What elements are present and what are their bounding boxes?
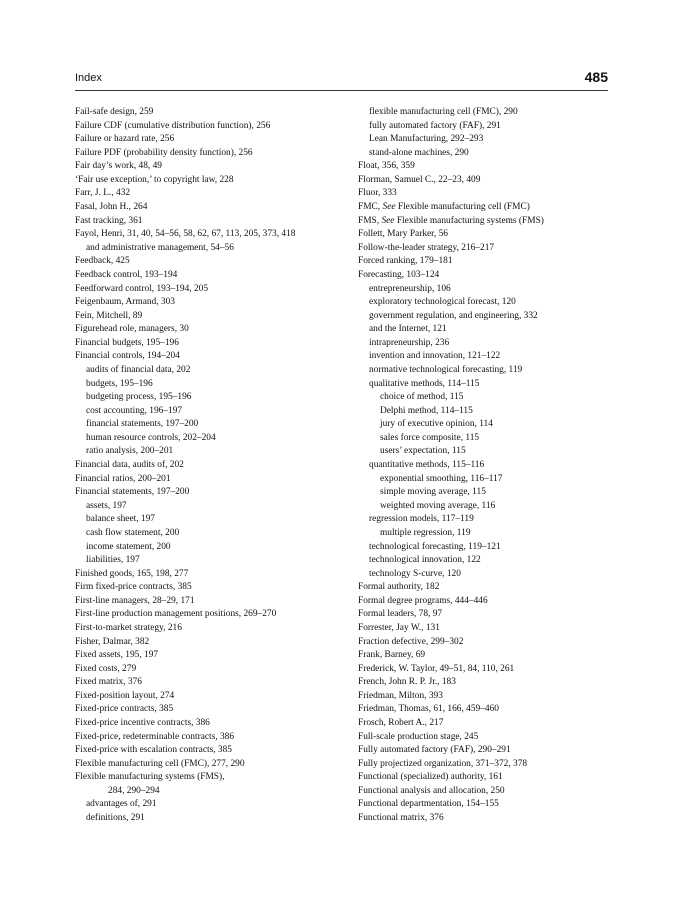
index-entry: Finished goods, 165, 198, 277 xyxy=(75,568,189,579)
index-entry: Failure PDF (probability density function), 256 xyxy=(75,147,253,158)
index-entry: First-line production management positions, 269–270 xyxy=(75,609,277,620)
index-entry: Fully automated factory (FAF), 290–291 xyxy=(358,745,511,756)
index-entry: Frank, Barney, 69 xyxy=(358,650,426,661)
index-entry: Functional matrix, 376 xyxy=(358,813,444,824)
index-entry: Failure or hazard rate, 256 xyxy=(75,134,175,145)
index-subentry: Lean Manufacturing, 292–293 xyxy=(369,134,484,145)
index-entry: Firm fixed-price contracts, 385 xyxy=(75,582,192,593)
index-entry: Figurehead role, managers, 30 xyxy=(75,324,189,335)
index-entry: Farr, J. L., 432 xyxy=(75,188,131,199)
index-entry: Fixed-price with escalation contracts, 385 xyxy=(75,745,232,756)
index-entry: Formal authority, 182 xyxy=(358,582,440,593)
index-entry: Feedback control, 193–194 xyxy=(75,269,178,280)
index-entry: Fully projectized organization, 371–372, 378 xyxy=(358,758,528,769)
index-entry: Fixed-position layout, 274 xyxy=(75,690,175,701)
index-entry: Fasal, John H., 264 xyxy=(75,202,148,213)
index-subentry: audits of financial data, 202 xyxy=(86,364,191,375)
index-entry: Frosch, Robert A., 217 xyxy=(358,718,444,729)
index-subentry: balance sheet, 197 xyxy=(86,514,155,525)
index-entry: Financial budgets, 195–196 xyxy=(75,337,179,348)
index-subentry: cost accounting, 196–197 xyxy=(86,405,183,416)
index-entry: Friedman, Milton, 393 xyxy=(358,690,443,701)
index-subentry: ratio analysis, 200–201 xyxy=(86,446,174,457)
index-entry: Follett, Mary Parker, 56 xyxy=(358,229,448,240)
index-entry: Float, 356, 359 xyxy=(358,161,415,172)
index-subentry: intrapreneurship, 236 xyxy=(369,337,450,348)
see-reference: See xyxy=(381,215,395,226)
index-entry: Fayol, Henri, 31, 40, 54–56, 58, 62, 67, 113, 205, 373, 418 xyxy=(75,229,296,240)
index-entry: Functional (specialized) authority, 161 xyxy=(358,772,503,783)
index-subentry: exploratory technological forecast, 120 xyxy=(369,297,516,308)
index-subentry: budgeting process, 195–196 xyxy=(86,392,192,403)
index-entry: Follow-the-leader strategy, 216–217 xyxy=(358,242,495,253)
running-header xyxy=(75,70,608,91)
index-entry: Financial statements, 197–200 xyxy=(75,487,190,498)
index-subentry: quantitative methods, 115–116 xyxy=(369,460,485,471)
index-entry: Fisher, Dalmar, 382 xyxy=(75,636,150,647)
index-entry: Financial data, audits of, 202 xyxy=(75,460,184,471)
index-column-left xyxy=(75,106,340,826)
index-subentry: weighted moving average, 116 xyxy=(380,500,496,511)
index-entry: Functional analysis and allocation, 250 xyxy=(358,785,505,796)
index-subentry: Delphi method, 114–115 xyxy=(380,405,473,416)
index-entry: Financial ratios, 200–201 xyxy=(75,473,171,484)
index-subentry: qualitative methods, 114–115 xyxy=(369,378,480,389)
index-entry: Flexible manufacturing systems (FMS), xyxy=(75,772,225,783)
index-subentry: technological innovation, 122 xyxy=(369,555,481,566)
index-subentry: and administrative management, 54–56 xyxy=(86,242,234,253)
index-entry: Formal leaders, 78, 97 xyxy=(358,609,443,620)
index-entry: First-to-market strategy, 216 xyxy=(75,622,182,633)
index-column-right xyxy=(358,106,618,826)
index-entry: Fail-safe design, 259 xyxy=(75,107,154,117)
index-subentry: technological forecasting, 119–121 xyxy=(369,541,501,552)
index-entry: Fixed matrix, 376 xyxy=(75,677,142,688)
index-entry: French, John R. P. Jr., 183 xyxy=(358,677,456,688)
index-entry: ‘Fair use exception,’ to copyright law, 228 xyxy=(75,174,234,185)
index-subentry: government regulation, and engineering, 332 xyxy=(369,310,538,321)
index-subentry: advantages of, 291 xyxy=(86,799,157,810)
index-entry: FMS, See Flexible manufacturing systems (FMS) xyxy=(358,215,544,226)
index-subentry: choice of method, 115 xyxy=(380,392,464,403)
index-subentry: and the Internet, 121 xyxy=(369,324,447,335)
index-entry: Forecasting, 103–124 xyxy=(358,269,440,280)
header-title: Index xyxy=(75,72,102,84)
index-subentry: entrepreneurship, 106 xyxy=(369,283,451,294)
index-subentry: invention and innovation, 121–122 xyxy=(369,351,501,362)
index-subentry: 284, 290–294 xyxy=(108,785,160,796)
index-subentry: liabilities, 197 xyxy=(86,555,140,566)
index-subentry: exponential smoothing, 116–117 xyxy=(380,473,503,484)
index-entry: Frederick, W. Taylor, 49–51, 84, 110, 261 xyxy=(358,663,515,674)
index-entry: Fraction defective, 299–302 xyxy=(358,636,464,647)
index-entry: Full-scale production stage, 245 xyxy=(358,731,479,742)
index-subentry: income statement, 200 xyxy=(86,541,171,552)
index-subentry: flexible manufacturing cell (FMC), 290 xyxy=(369,107,518,117)
index-entry: Fein, Mitchell, 89 xyxy=(75,310,143,321)
page-number: 485 xyxy=(584,69,608,85)
index-subentry: stand-alone machines, 290 xyxy=(369,147,469,158)
index-entry: First-line managers, 28–29, 171 xyxy=(75,595,195,606)
index-subentry: definitions, 291 xyxy=(86,813,145,824)
index-entry: Fixed-price contracts, 385 xyxy=(75,704,174,715)
index-subentry: budgets, 195–196 xyxy=(86,378,153,389)
index-subentry: human resource controls, 202–204 xyxy=(86,432,216,443)
index-entry: Feedforward control, 193–194, 205 xyxy=(75,283,209,294)
index-subentry: assets, 197 xyxy=(86,500,127,511)
index-subentry: fully automated factory (FAF), 291 xyxy=(369,120,501,131)
index-entry: FMC, See Flexible manufacturing cell (FMC) xyxy=(358,202,530,213)
index-subentry: multiple regression, 119 xyxy=(380,527,471,538)
index-subentry: cash flow statement, 200 xyxy=(86,527,180,538)
index-entry: Feedback, 425 xyxy=(75,256,130,267)
index-entry: Fast tracking, 361 xyxy=(75,215,143,226)
index-entry: Fixed costs, 279 xyxy=(75,663,137,674)
index-entry: Forrester, Jay W., 131 xyxy=(358,622,440,633)
index-subentry: technology S-curve, 120 xyxy=(369,568,461,579)
index-entry: Formal degree programs, 444–446 xyxy=(358,595,488,606)
index-entry: Friedman, Thomas, 61, 166, 459–460 xyxy=(358,704,499,715)
see-reference: See xyxy=(382,202,396,213)
index-entry: Florman, Samuel C., 22–23, 409 xyxy=(358,174,481,185)
index-subentry: normative technological forecasting, 119 xyxy=(369,364,523,375)
index-entry: Fixed assets, 195, 197 xyxy=(75,650,159,661)
index-entry: Fair day’s work, 48, 49 xyxy=(75,161,162,172)
index-subentry: users’ expectation, 115 xyxy=(380,446,466,457)
index-subentry: sales force composite, 115 xyxy=(380,432,480,443)
index-entry: Failure CDF (cumulative distribution function), 256 xyxy=(75,120,271,131)
index-subentry: simple moving average, 115 xyxy=(380,487,486,498)
index-entry: Fixed-price, redeterminable contracts, 386 xyxy=(75,731,235,742)
index-entry: Fixed-price incentive contracts, 386 xyxy=(75,718,210,729)
index-entry: Fluor, 333 xyxy=(358,188,397,199)
index-entry: Financial controls, 194–204 xyxy=(75,351,180,362)
index-entry: Flexible manufacturing cell (FMC), 277, 290 xyxy=(75,758,245,769)
index-entry: Functional departmentation, 154–155 xyxy=(358,799,499,810)
index-subentry: regression models, 117–119 xyxy=(369,514,474,525)
index-subentry: financial statements, 197–200 xyxy=(86,419,199,430)
index-entry: Feigenbaum, Armand, 303 xyxy=(75,297,175,308)
index-subentry: jury of executive opinion, 114 xyxy=(380,419,493,430)
index-entry: Forced ranking, 179–181 xyxy=(358,256,453,267)
